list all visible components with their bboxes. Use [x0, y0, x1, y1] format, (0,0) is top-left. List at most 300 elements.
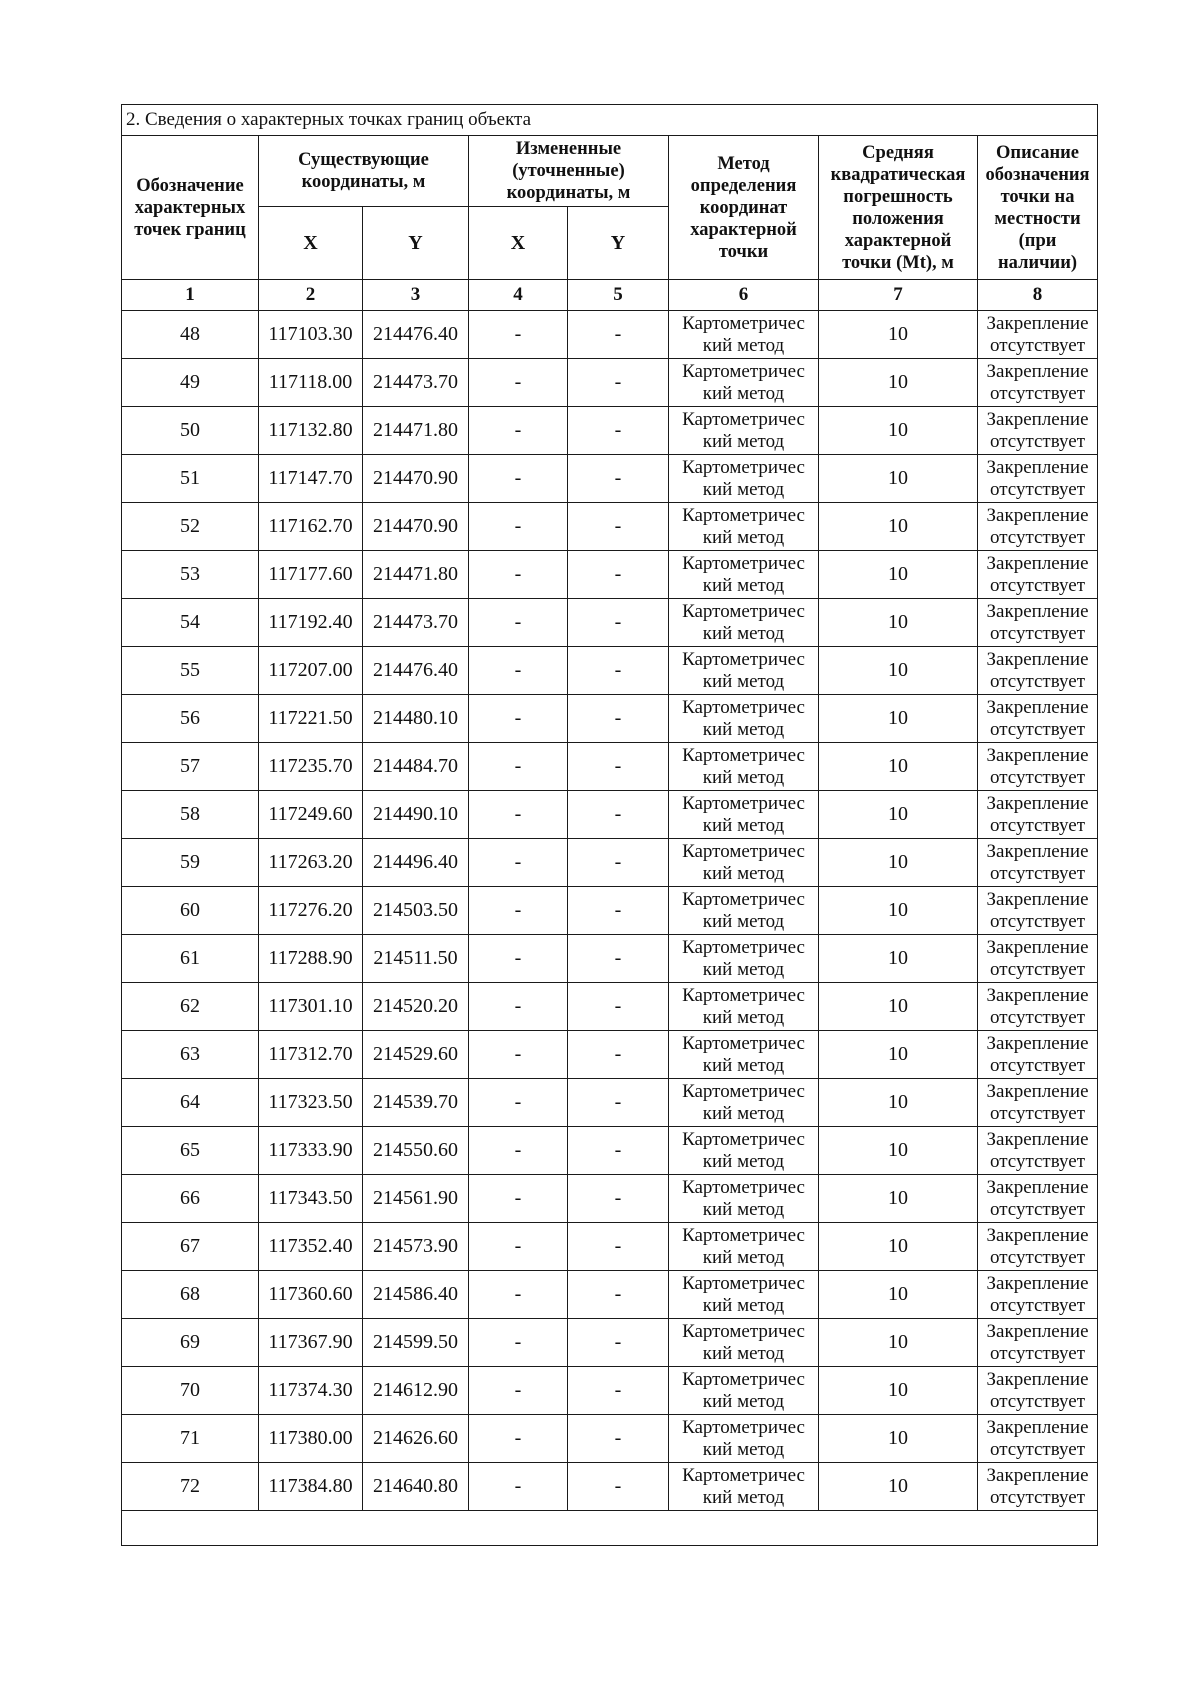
description-cell-line-2: отсутствует [989, 766, 1086, 788]
description-cell [978, 551, 1098, 599]
method-cell-line-1: Картометричес [682, 1416, 805, 1438]
method-cell-line-1: Картометричес [682, 936, 805, 958]
table-row [122, 887, 1098, 935]
description-cell-line-2: отсутствует [989, 1198, 1086, 1220]
y-coord-cell: 214626.60 [363, 1415, 469, 1463]
x-new-cell: - [469, 1127, 568, 1175]
description-cell-line-1: Закрепление [986, 1128, 1089, 1150]
description-cell-line-2: отсутствует [989, 862, 1086, 884]
mean-error-cell: 10 [819, 647, 978, 695]
method-cell-line-2: кий метод [702, 1390, 785, 1412]
description-cell [978, 1271, 1098, 1319]
description-cell-line-1: Закрепление [986, 312, 1089, 334]
method-cell [669, 599, 819, 647]
description-cell-line-1: Закрепление [986, 1368, 1089, 1390]
mean-error-cell: 10 [819, 935, 978, 983]
y-new-cell: - [568, 455, 669, 503]
x-coord-cell: 117235.70 [259, 743, 363, 791]
method-cell-line-2: кий метод [702, 574, 785, 596]
table-row [122, 935, 1098, 983]
method-cell-line-2: кий метод [702, 1102, 785, 1124]
table-row [122, 599, 1098, 647]
description-cell [978, 695, 1098, 743]
description-cell-line-1: Закрепление [986, 792, 1089, 814]
x-coord-cell: 117249.60 [259, 791, 363, 839]
description-cell-line-2: отсутствует [989, 430, 1086, 452]
method-cell [669, 551, 819, 599]
x-coord-cell: 117263.20 [259, 839, 363, 887]
x-coord-cell: 117343.50 [259, 1175, 363, 1223]
mean-error-cell: 10 [819, 407, 978, 455]
description-cell [978, 1175, 1098, 1223]
x-coord-cell: 117177.60 [259, 551, 363, 599]
method-cell-line-2: кий метод [702, 478, 785, 500]
method-cell-line-2: кий метод [702, 1246, 785, 1268]
y-coord-cell: 214586.40 [363, 1271, 469, 1319]
description-cell [978, 935, 1098, 983]
method-cell [669, 359, 819, 407]
description-cell [978, 887, 1098, 935]
y-new-cell: - [568, 1367, 669, 1415]
y-coord-cell: 214503.50 [363, 887, 469, 935]
description-cell-line-1: Закрепление [986, 1176, 1089, 1198]
table-row [122, 1415, 1098, 1463]
y-new-cell: - [568, 695, 669, 743]
header-description: Описание обозначения точки на местности (при наличии) [978, 136, 1098, 280]
header-existing-coords: Существующие координаты, м [259, 136, 469, 207]
description-cell [978, 1367, 1098, 1415]
boundary-points-table [121, 104, 1098, 1546]
method-cell [669, 647, 819, 695]
method-cell [669, 1079, 819, 1127]
x-new-cell: - [469, 647, 568, 695]
x-new-cell: - [469, 1415, 568, 1463]
y-new-cell: - [568, 359, 669, 407]
description-cell [978, 503, 1098, 551]
x-new-cell: - [469, 1271, 568, 1319]
mean-error-cell: 10 [819, 839, 978, 887]
method-cell-line-2: кий метод [702, 1198, 785, 1220]
description-cell-line-1: Закрепление [986, 552, 1089, 574]
description-cell [978, 983, 1098, 1031]
method-cell-line-1: Картометричес [682, 1224, 805, 1246]
method-cell [669, 1271, 819, 1319]
mean-error-cell: 10 [819, 1415, 978, 1463]
table-row [122, 311, 1098, 359]
y-coord-cell: 214520.20 [363, 983, 469, 1031]
description-cell-line-1: Закрепление [986, 1272, 1089, 1294]
y-coord-cell: 214471.80 [363, 551, 469, 599]
method-cell [669, 1223, 819, 1271]
table-row [122, 1079, 1098, 1127]
method-cell-line-2: кий метод [702, 766, 785, 788]
method-cell-line-2: кий метод [702, 862, 785, 884]
method-cell [669, 1415, 819, 1463]
description-cell-line-2: отсутствует [989, 1150, 1086, 1172]
header-row-1 [122, 136, 1098, 207]
method-cell-line-1: Картометричес [682, 312, 805, 334]
table-row [122, 1127, 1098, 1175]
point-cell: 49 [122, 359, 259, 407]
method-cell-line-1: Картометричес [682, 648, 805, 670]
mean-error-cell: 10 [819, 359, 978, 407]
description-cell-line-2: отсутствует [989, 1006, 1086, 1028]
point-cell: 66 [122, 1175, 259, 1223]
method-cell-line-2: кий метод [702, 670, 785, 692]
description-cell-line-1: Закрепление [986, 360, 1089, 382]
method-cell [669, 839, 819, 887]
description-cell [978, 311, 1098, 359]
x-new-cell: - [469, 1079, 568, 1127]
method-cell-line-1: Картометричес [682, 1368, 805, 1390]
description-cell [978, 407, 1098, 455]
method-cell [669, 1319, 819, 1367]
x-coord-cell: 117301.10 [259, 983, 363, 1031]
description-cell-line-2: отсутствует [989, 958, 1086, 980]
y-coord-cell: 214561.90 [363, 1175, 469, 1223]
description-cell-line-1: Закрепление [986, 936, 1089, 958]
method-cell-line-1: Картометричес [682, 552, 805, 574]
mean-error-cell: 10 [819, 1319, 978, 1367]
description-cell-line-2: отсутствует [989, 1438, 1086, 1460]
table-row [122, 647, 1098, 695]
method-cell-line-2: кий метод [702, 334, 785, 356]
x-coord-cell: 117374.30 [259, 1367, 363, 1415]
method-cell-line-2: кий метод [702, 1150, 785, 1172]
method-cell [669, 1367, 819, 1415]
method-cell-line-1: Картометричес [682, 1272, 805, 1294]
y-coord-cell: 214573.90 [363, 1223, 469, 1271]
method-cell-line-1: Картометричес [682, 840, 805, 862]
table-body [122, 311, 1098, 1511]
y-coord-cell: 214476.40 [363, 311, 469, 359]
method-cell-line-1: Картометричес [682, 1080, 805, 1102]
description-cell [978, 1415, 1098, 1463]
header-x-changed: X [469, 207, 568, 280]
method-cell-line-1: Картометричес [682, 888, 805, 910]
point-cell: 50 [122, 407, 259, 455]
method-cell-line-1: Картометричес [682, 600, 805, 622]
description-cell-line-2: отсутствует [989, 478, 1086, 500]
description-cell-line-1: Закрепление [986, 408, 1089, 430]
description-cell [978, 839, 1098, 887]
mean-error-cell: 10 [819, 1079, 978, 1127]
x-new-cell: - [469, 359, 568, 407]
method-cell [669, 791, 819, 839]
x-coord-cell: 117118.00 [259, 359, 363, 407]
mean-error-cell: 10 [819, 1367, 978, 1415]
y-new-cell: - [568, 647, 669, 695]
x-new-cell: - [469, 551, 568, 599]
description-cell [978, 599, 1098, 647]
method-cell-line-2: кий метод [702, 1294, 785, 1316]
description-cell-line-1: Закрепление [986, 648, 1089, 670]
x-new-cell: - [469, 1463, 568, 1511]
point-cell: 55 [122, 647, 259, 695]
x-coord-cell: 117360.60 [259, 1271, 363, 1319]
table-row [122, 1319, 1098, 1367]
column-number-row [122, 280, 1098, 311]
y-new-cell: - [568, 503, 669, 551]
mean-error-cell: 10 [819, 887, 978, 935]
point-cell: 67 [122, 1223, 259, 1271]
y-coord-cell: 214470.90 [363, 503, 469, 551]
point-cell: 57 [122, 743, 259, 791]
mean-error-cell: 10 [819, 695, 978, 743]
x-new-cell: - [469, 503, 568, 551]
point-cell: 60 [122, 887, 259, 935]
description-cell-line-1: Закрепление [986, 1464, 1089, 1486]
method-cell-line-2: кий метод [702, 382, 785, 404]
table-row [122, 1367, 1098, 1415]
description-cell-line-1: Закрепление [986, 840, 1089, 862]
method-cell-line-1: Картометричес [682, 504, 805, 526]
method-cell [669, 935, 819, 983]
x-new-cell: - [469, 1367, 568, 1415]
x-coord-cell: 117162.70 [259, 503, 363, 551]
x-coord-cell: 117103.30 [259, 311, 363, 359]
table-row [122, 551, 1098, 599]
y-coord-cell: 214473.70 [363, 599, 469, 647]
header-designation: Обозначение характерных точек границ [122, 136, 259, 280]
column-number: 1 [122, 280, 259, 311]
mean-error-cell: 10 [819, 1031, 978, 1079]
y-coord-cell: 214476.40 [363, 647, 469, 695]
mean-error-cell: 10 [819, 1463, 978, 1511]
method-cell-line-2: кий метод [702, 430, 785, 452]
y-coord-cell: 214473.70 [363, 359, 469, 407]
point-cell: 58 [122, 791, 259, 839]
method-cell [669, 1031, 819, 1079]
description-cell-line-1: Закрепление [986, 744, 1089, 766]
method-cell-line-2: кий метод [702, 622, 785, 644]
x-coord-cell: 117221.50 [259, 695, 363, 743]
description-cell [978, 1319, 1098, 1367]
description-cell-line-2: отсутствует [989, 910, 1086, 932]
column-number: 2 [259, 280, 363, 311]
empty-footer-row [122, 1511, 1098, 1546]
mean-error-cell: 10 [819, 503, 978, 551]
column-number: 8 [978, 280, 1098, 311]
method-cell-line-1: Картометричес [682, 1128, 805, 1150]
method-cell [669, 311, 819, 359]
x-coord-cell: 117380.00 [259, 1415, 363, 1463]
x-new-cell: - [469, 839, 568, 887]
point-cell: 71 [122, 1415, 259, 1463]
y-coord-cell: 214550.60 [363, 1127, 469, 1175]
method-cell-line-1: Картометричес [682, 1320, 805, 1342]
x-coord-cell: 117367.90 [259, 1319, 363, 1367]
y-new-cell: - [568, 1127, 669, 1175]
x-new-cell: - [469, 935, 568, 983]
mean-error-cell: 10 [819, 599, 978, 647]
y-new-cell: - [568, 551, 669, 599]
point-cell: 54 [122, 599, 259, 647]
description-cell-line-2: отсутствует [989, 1246, 1086, 1268]
description-cell-line-1: Закрепление [986, 504, 1089, 526]
section-title: 2. Сведения о характерных точках границ объекта [122, 105, 1098, 136]
mean-error-cell: 10 [819, 1127, 978, 1175]
point-cell: 64 [122, 1079, 259, 1127]
section-title-row [122, 105, 1098, 136]
table-row [122, 1271, 1098, 1319]
description-cell [978, 647, 1098, 695]
y-new-cell: - [568, 1223, 669, 1271]
description-cell-line-2: отсутствует [989, 1054, 1086, 1076]
x-new-cell: - [469, 1175, 568, 1223]
method-cell [669, 407, 819, 455]
method-cell-line-2: кий метод [702, 1006, 785, 1028]
y-new-cell: - [568, 887, 669, 935]
method-cell-line-2: кий метод [702, 910, 785, 932]
description-cell-line-1: Закрепление [986, 456, 1089, 478]
column-number: 4 [469, 280, 568, 311]
description-cell-line-2: отсутствует [989, 1102, 1086, 1124]
description-cell-line-2: отсутствует [989, 670, 1086, 692]
method-cell-line-2: кий метод [702, 718, 785, 740]
description-cell [978, 1463, 1098, 1511]
description-cell-line-2: отсутствует [989, 1486, 1086, 1508]
y-coord-cell: 214480.10 [363, 695, 469, 743]
x-new-cell: - [469, 599, 568, 647]
point-cell: 72 [122, 1463, 259, 1511]
method-cell-line-1: Картометричес [682, 408, 805, 430]
description-cell [978, 1031, 1098, 1079]
table-row [122, 791, 1098, 839]
header-mean-error: Средняя квадратическая погрешность положения характерной точки (Mt), м [819, 136, 978, 280]
description-cell-line-2: отсутствует [989, 718, 1086, 740]
x-coord-cell: 117276.20 [259, 887, 363, 935]
method-cell-line-1: Картометричес [682, 456, 805, 478]
method-cell [669, 455, 819, 503]
table-row [122, 407, 1098, 455]
y-coord-cell: 214496.40 [363, 839, 469, 887]
method-cell-line-1: Картометричес [682, 1032, 805, 1054]
point-cell: 70 [122, 1367, 259, 1415]
header-y-changed: Y [568, 207, 669, 280]
description-cell-line-1: Закрепление [986, 1080, 1089, 1102]
y-new-cell: - [568, 1463, 669, 1511]
x-coord-cell: 117323.50 [259, 1079, 363, 1127]
y-coord-cell: 214490.10 [363, 791, 469, 839]
x-coord-cell: 117192.40 [259, 599, 363, 647]
description-cell [978, 791, 1098, 839]
header-y-existing: Y [363, 207, 469, 280]
y-coord-cell: 214599.50 [363, 1319, 469, 1367]
x-new-cell: - [469, 311, 568, 359]
table-row [122, 1463, 1098, 1511]
table-row [122, 839, 1098, 887]
description-cell-line-2: отсутствует [989, 334, 1086, 356]
mean-error-cell: 10 [819, 743, 978, 791]
method-cell [669, 503, 819, 551]
description-cell-line-1: Закрепление [986, 600, 1089, 622]
method-cell [669, 743, 819, 791]
x-new-cell: - [469, 887, 568, 935]
y-coord-cell: 214539.70 [363, 1079, 469, 1127]
mean-error-cell: 10 [819, 551, 978, 599]
description-cell [978, 1079, 1098, 1127]
mean-error-cell: 10 [819, 311, 978, 359]
method-cell-line-1: Картометричес [682, 744, 805, 766]
point-cell: 63 [122, 1031, 259, 1079]
column-number: 5 [568, 280, 669, 311]
y-new-cell: - [568, 935, 669, 983]
point-cell: 48 [122, 311, 259, 359]
description-cell-line-1: Закрепление [986, 888, 1089, 910]
description-cell [978, 359, 1098, 407]
method-cell-line-2: кий метод [702, 1486, 785, 1508]
y-new-cell: - [568, 983, 669, 1031]
method-cell-line-1: Картометричес [682, 360, 805, 382]
point-cell: 69 [122, 1319, 259, 1367]
y-new-cell: - [568, 1079, 669, 1127]
x-new-cell: - [469, 455, 568, 503]
description-cell-line-1: Закрепление [986, 984, 1089, 1006]
y-new-cell: - [568, 1175, 669, 1223]
y-new-cell: - [568, 791, 669, 839]
y-new-cell: - [568, 839, 669, 887]
method-cell-line-1: Картометричес [682, 792, 805, 814]
table-row [122, 1223, 1098, 1271]
method-cell [669, 1463, 819, 1511]
column-number: 6 [669, 280, 819, 311]
description-cell-line-1: Закрепление [986, 696, 1089, 718]
y-new-cell: - [568, 407, 669, 455]
method-cell [669, 695, 819, 743]
description-cell-line-1: Закрепление [986, 1416, 1089, 1438]
x-coord-cell: 117132.80 [259, 407, 363, 455]
description-cell-line-1: Закрепление [986, 1320, 1089, 1342]
mean-error-cell: 10 [819, 791, 978, 839]
point-cell: 59 [122, 839, 259, 887]
y-new-cell: - [568, 743, 669, 791]
header-changed-coords: Измененные (уточненные) координаты, м [469, 136, 669, 207]
point-cell: 65 [122, 1127, 259, 1175]
point-cell: 68 [122, 1271, 259, 1319]
table-row [122, 983, 1098, 1031]
point-cell: 53 [122, 551, 259, 599]
method-cell-line-2: кий метод [702, 1438, 785, 1460]
mean-error-cell: 10 [819, 455, 978, 503]
mean-error-cell: 10 [819, 1175, 978, 1223]
table-row [122, 359, 1098, 407]
y-new-cell: - [568, 1319, 669, 1367]
x-new-cell: - [469, 743, 568, 791]
method-cell-line-2: кий метод [702, 1342, 785, 1364]
description-cell [978, 1223, 1098, 1271]
method-cell-line-2: кий метод [702, 526, 785, 548]
table-row [122, 455, 1098, 503]
method-cell [669, 1127, 819, 1175]
description-cell-line-2: отсутствует [989, 622, 1086, 644]
method-cell-line-2: кий метод [702, 1054, 785, 1076]
y-coord-cell: 214640.80 [363, 1463, 469, 1511]
x-coord-cell: 117207.00 [259, 647, 363, 695]
x-new-cell: - [469, 1319, 568, 1367]
x-coord-cell: 117352.40 [259, 1223, 363, 1271]
y-new-cell: - [568, 1031, 669, 1079]
point-cell: 61 [122, 935, 259, 983]
x-coord-cell: 117384.80 [259, 1463, 363, 1511]
column-number: 7 [819, 280, 978, 311]
x-new-cell: - [469, 983, 568, 1031]
description-cell-line-2: отсутствует [989, 1390, 1086, 1412]
point-cell: 56 [122, 695, 259, 743]
method-cell-line-1: Картометричес [682, 1176, 805, 1198]
x-new-cell: - [469, 407, 568, 455]
x-coord-cell: 117147.70 [259, 455, 363, 503]
